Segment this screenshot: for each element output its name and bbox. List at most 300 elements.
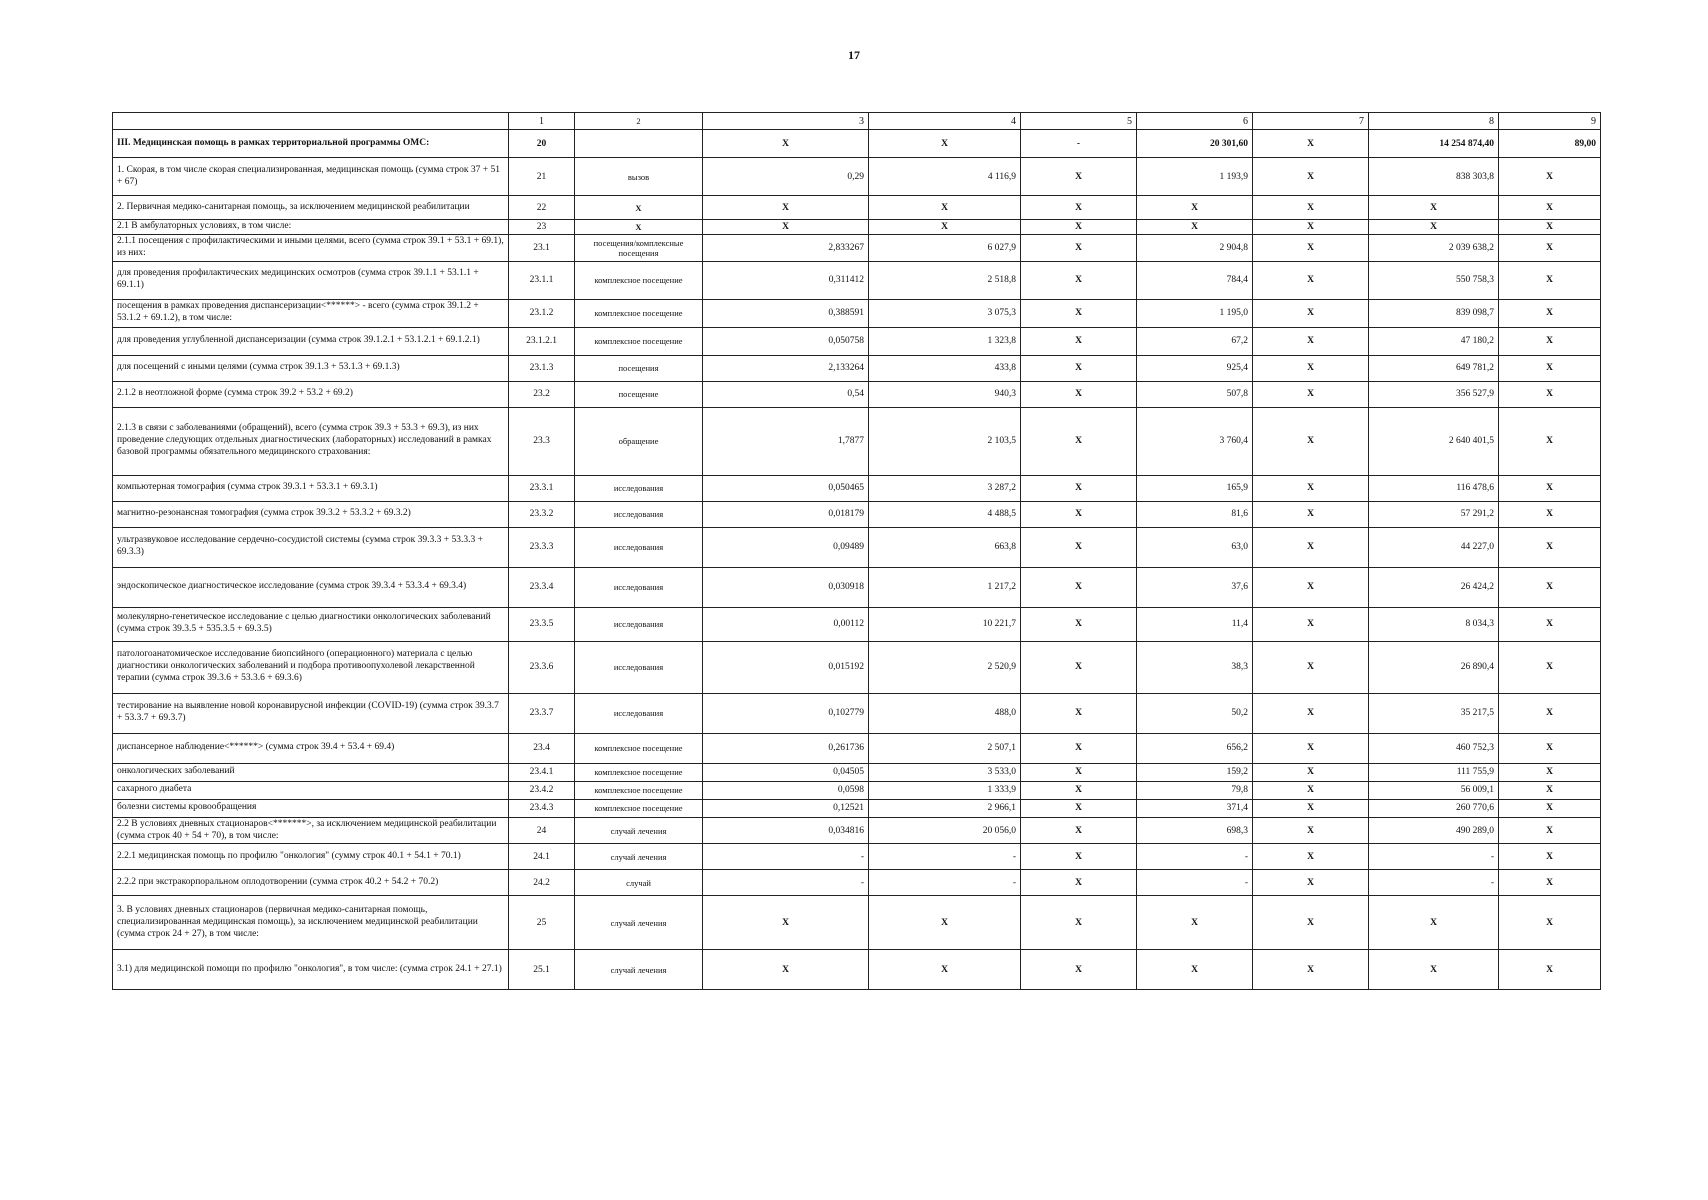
row-label: магнитно-резонансная томография (сумма строк 39.3.2 + 53.3.2 + 69.3.2) bbox=[113, 501, 509, 527]
table-cell: Х bbox=[1253, 896, 1369, 950]
table-cell: 11,4 bbox=[1137, 607, 1253, 641]
table-cell: исследования bbox=[575, 693, 703, 733]
table-cell: Х bbox=[1499, 234, 1601, 261]
table-cell: Х bbox=[1369, 196, 1499, 220]
table-cell: посещение bbox=[575, 381, 703, 407]
table-cell: 67,2 bbox=[1137, 327, 1253, 355]
table-cell: Х bbox=[1253, 501, 1369, 527]
table-cell: Х bbox=[1253, 327, 1369, 355]
table-cell: 784,4 bbox=[1137, 261, 1253, 299]
row-label: 2.1.1 посещения с профилактическими и иными целями, всего (сумма строк 39.1 + 53.1 + 69.1), из них: bbox=[113, 234, 509, 261]
table-cell: Х bbox=[1499, 817, 1601, 844]
table-cell: Х bbox=[1369, 950, 1499, 990]
table-cell: Х bbox=[1253, 234, 1369, 261]
table-cell: Х bbox=[1499, 220, 1601, 235]
table-cell: Х bbox=[1499, 950, 1601, 990]
table-cell: Х bbox=[1021, 693, 1137, 733]
table-row bbox=[113, 567, 1601, 607]
header-cell: 1 bbox=[509, 113, 575, 130]
table-cell: 2 103,5 bbox=[869, 407, 1021, 475]
row-label: для посещений с иными целями (сумма строк 39.1.3 + 53.1.3 + 69.1.3) bbox=[113, 355, 509, 381]
table-cell: Х bbox=[1499, 327, 1601, 355]
table-cell: 0,034816 bbox=[703, 817, 869, 844]
table-cell: случай лечения bbox=[575, 896, 703, 950]
table-cell: Х bbox=[1499, 896, 1601, 950]
table-cell: 21 bbox=[509, 158, 575, 196]
table-cell: Х bbox=[1137, 220, 1253, 235]
table-cell: комплексное посещение bbox=[575, 299, 703, 327]
header-cell: 7 bbox=[1253, 113, 1369, 130]
table-cell: 23.4.1 bbox=[509, 763, 575, 781]
table-cell: Х bbox=[1021, 844, 1137, 870]
table-cell: 2 904,8 bbox=[1137, 234, 1253, 261]
table-cell: Х bbox=[1499, 781, 1601, 799]
table-cell: Х bbox=[1499, 501, 1601, 527]
table-cell: Х bbox=[1253, 844, 1369, 870]
table-cell bbox=[575, 130, 703, 158]
table-row bbox=[113, 763, 1601, 781]
table-row bbox=[113, 641, 1601, 693]
table-cell: 20 056,0 bbox=[869, 817, 1021, 844]
row-label: 1. Скорая, в том числе скорая специализированная, медицинская помощь (сумма строк 37 + 51 + 67) bbox=[113, 158, 509, 196]
table-cell: Х bbox=[575, 196, 703, 220]
table-cell: Х bbox=[703, 130, 869, 158]
table-cell: Х bbox=[1253, 475, 1369, 501]
table-cell: Х bbox=[1499, 799, 1601, 817]
table-cell: случай лечения bbox=[575, 950, 703, 990]
table-cell: - bbox=[1137, 844, 1253, 870]
table-cell: Х bbox=[1253, 950, 1369, 990]
table-cell: 159,2 bbox=[1137, 763, 1253, 781]
table-cell: 56 009,1 bbox=[1369, 781, 1499, 799]
table-row bbox=[113, 781, 1601, 799]
table-cell: 698,3 bbox=[1137, 817, 1253, 844]
table-cell: Х bbox=[1253, 381, 1369, 407]
page-number: 17 bbox=[848, 48, 860, 62]
table-cell: 20 301,60 bbox=[1137, 130, 1253, 158]
table-cell: 79,8 bbox=[1137, 781, 1253, 799]
table-cell: 2 520,9 bbox=[869, 641, 1021, 693]
table-cell: 2 640 401,5 bbox=[1369, 407, 1499, 475]
table-cell: 23.3.6 bbox=[509, 641, 575, 693]
table-cell: 656,2 bbox=[1137, 733, 1253, 763]
table-cell: Х bbox=[1253, 733, 1369, 763]
table-cell: Х bbox=[703, 896, 869, 950]
table-cell: Х bbox=[869, 950, 1021, 990]
table-cell: Х bbox=[1021, 950, 1137, 990]
table-row bbox=[113, 799, 1601, 817]
table-cell: 23.1.2.1 bbox=[509, 327, 575, 355]
table-cell: 0,04505 bbox=[703, 763, 869, 781]
table-cell: Х bbox=[1253, 817, 1369, 844]
table-cell: Х bbox=[1369, 896, 1499, 950]
table-cell: Х bbox=[1499, 567, 1601, 607]
table-cell: 23.1.3 bbox=[509, 355, 575, 381]
table-cell: посещения/комплексные посещения bbox=[575, 234, 703, 261]
table-cell: посещения bbox=[575, 355, 703, 381]
table-cell: 839 098,7 bbox=[1369, 299, 1499, 327]
table-cell: Х bbox=[1253, 299, 1369, 327]
table-cell: 2,833267 bbox=[703, 234, 869, 261]
table-cell: Х bbox=[1499, 475, 1601, 501]
table-cell: Х bbox=[1021, 781, 1137, 799]
table-cell: 0,388591 bbox=[703, 299, 869, 327]
table-cell: Х bbox=[1137, 196, 1253, 220]
table-row bbox=[113, 607, 1601, 641]
table-cell: - bbox=[869, 844, 1021, 870]
table-cell: 488,0 bbox=[869, 693, 1021, 733]
table-cell: 3 287,2 bbox=[869, 475, 1021, 501]
table-cell: Х bbox=[1499, 844, 1601, 870]
table-cell: Х bbox=[1021, 799, 1137, 817]
table-cell: 26 890,4 bbox=[1369, 641, 1499, 693]
table-cell: Х bbox=[1021, 381, 1137, 407]
table-cell: 89,00 bbox=[1499, 130, 1601, 158]
table-row bbox=[113, 733, 1601, 763]
table-cell: - bbox=[1021, 130, 1137, 158]
table-cell: Х bbox=[1253, 870, 1369, 896]
table-cell: Х bbox=[1253, 607, 1369, 641]
table-row bbox=[113, 817, 1601, 844]
header-cell: 2 bbox=[575, 113, 703, 130]
table-cell: Х bbox=[1253, 355, 1369, 381]
table-row bbox=[113, 844, 1601, 870]
table-cell: Х bbox=[1021, 733, 1137, 763]
table-cell: 23.1 bbox=[509, 234, 575, 261]
table-cell: 23.4 bbox=[509, 733, 575, 763]
table-cell: 3 075,3 bbox=[869, 299, 1021, 327]
table-cell: Х bbox=[1021, 327, 1137, 355]
table-cell: 433,8 bbox=[869, 355, 1021, 381]
table-cell: 25 bbox=[509, 896, 575, 950]
table-cell: 356 527,9 bbox=[1369, 381, 1499, 407]
header-cell bbox=[113, 113, 509, 130]
table-cell: 0,0598 bbox=[703, 781, 869, 799]
table-cell: - bbox=[703, 870, 869, 896]
table-cell: 47 180,2 bbox=[1369, 327, 1499, 355]
table-cell: Х bbox=[1137, 896, 1253, 950]
row-label: тестирование на выявление новой коронавирусной инфекции (COVID-19) (сумма строк 39.3.7 + 53.3.7 + 69.3.7) bbox=[113, 693, 509, 733]
row-label: ультразвуковое исследование сердечно-сосудистой системы (сумма строк 39.3.3 + 53.3.3 + 69.3.3) bbox=[113, 527, 509, 567]
row-label: 2.2 В условиях дневных стационаров<*******>, за исключением медицинской реабилитации (сумма строк 40 + 54 + 70), в том числе: bbox=[113, 817, 509, 844]
table-cell: 371,4 bbox=[1137, 799, 1253, 817]
table-cell: Х bbox=[1253, 567, 1369, 607]
table-cell: Х bbox=[1499, 407, 1601, 475]
table-row bbox=[113, 327, 1601, 355]
table-cell: Х bbox=[1499, 527, 1601, 567]
table-cell: Х bbox=[1021, 607, 1137, 641]
table-cell: 0,018179 bbox=[703, 501, 869, 527]
table-cell: 57 291,2 bbox=[1369, 501, 1499, 527]
table-cell: комплексное посещение bbox=[575, 799, 703, 817]
table-cell: 23.3 bbox=[509, 407, 575, 475]
table-cell: 0,09489 bbox=[703, 527, 869, 567]
table-cell: 1,7877 bbox=[703, 407, 869, 475]
table-cell: комплексное посещение bbox=[575, 763, 703, 781]
table-cell: Х bbox=[1253, 763, 1369, 781]
table-cell: 663,8 bbox=[869, 527, 1021, 567]
table-cell: 4 116,9 bbox=[869, 158, 1021, 196]
table-cell: 4 488,5 bbox=[869, 501, 1021, 527]
row-label: для проведения профилактических медицинских осмотров (сумма строк 39.1.1 + 53.1.1 + 69.1.1) bbox=[113, 261, 509, 299]
table-cell: 0,261736 bbox=[703, 733, 869, 763]
table-cell: 23.4.3 bbox=[509, 799, 575, 817]
table-cell: - bbox=[1369, 844, 1499, 870]
table-cell: 0,311412 bbox=[703, 261, 869, 299]
table-cell: Х bbox=[1253, 261, 1369, 299]
table-cell: Х bbox=[1021, 196, 1137, 220]
table-cell: Х bbox=[1499, 763, 1601, 781]
row-label: онкологических заболеваний bbox=[113, 763, 509, 781]
table-cell: Х bbox=[1021, 501, 1137, 527]
table-cell: 23.3.3 bbox=[509, 527, 575, 567]
table-cell: 22 bbox=[509, 196, 575, 220]
table-row bbox=[113, 381, 1601, 407]
table-cell: Х bbox=[703, 220, 869, 235]
table-cell: случай лечения bbox=[575, 844, 703, 870]
header-cell: 6 bbox=[1137, 113, 1253, 130]
table-cell: 81,6 bbox=[1137, 501, 1253, 527]
row-label: 2.1.2 в неотложной форме (сумма строк 39.2 + 53.2 + 69.2) bbox=[113, 381, 509, 407]
table-cell: 3 533,0 bbox=[869, 763, 1021, 781]
table-cell: Х bbox=[1499, 261, 1601, 299]
table-cell: исследования bbox=[575, 607, 703, 641]
table-cell: 2 518,8 bbox=[869, 261, 1021, 299]
table-cell: Х bbox=[1253, 693, 1369, 733]
table-cell: Х bbox=[1253, 799, 1369, 817]
table-cell: Х bbox=[1499, 299, 1601, 327]
table-cell: Х bbox=[1021, 261, 1137, 299]
table-cell: исследования bbox=[575, 567, 703, 607]
table-cell: 14 254 874,40 bbox=[1369, 130, 1499, 158]
header-cell: 8 bbox=[1369, 113, 1499, 130]
table-row bbox=[113, 950, 1601, 990]
table-cell: вызов bbox=[575, 158, 703, 196]
row-label: 2. Первичная медико-санитарная помощь, за исключением медицинской реабилитации bbox=[113, 196, 509, 220]
table-cell: 2 507,1 bbox=[869, 733, 1021, 763]
table-cell: 1 333,9 bbox=[869, 781, 1021, 799]
table-cell: 6 027,9 bbox=[869, 234, 1021, 261]
table-cell: 490 289,0 bbox=[1369, 817, 1499, 844]
table-cell: Х bbox=[1499, 733, 1601, 763]
table-cell: Х bbox=[1021, 870, 1137, 896]
table-cell: 24.2 bbox=[509, 870, 575, 896]
table-cell: исследования bbox=[575, 641, 703, 693]
table-cell: Х bbox=[1021, 234, 1137, 261]
table-cell: Х bbox=[1253, 130, 1369, 158]
table-cell: 23.4.2 bbox=[509, 781, 575, 799]
table-cell: Х bbox=[1499, 355, 1601, 381]
table-cell: 0,030918 bbox=[703, 567, 869, 607]
table-cell: Х bbox=[575, 220, 703, 235]
table-cell: 1 323,8 bbox=[869, 327, 1021, 355]
table-cell: - bbox=[703, 844, 869, 870]
table-cell: 37,6 bbox=[1137, 567, 1253, 607]
table-cell: Х bbox=[1253, 781, 1369, 799]
table-cell: 0,00112 bbox=[703, 607, 869, 641]
table-cell: случай bbox=[575, 870, 703, 896]
table-cell: Х bbox=[1253, 407, 1369, 475]
table-cell: Х bbox=[1253, 527, 1369, 567]
table-cell: комплексное посещение bbox=[575, 261, 703, 299]
row-label: патологоанатомическое исследование биопсийного (операционного) материала с целью диагностики онкологических заболеваний и подбора противоопухолевой лекарственной терапии (сумма строк 39.3.6 + 53.3.6 + 69.3.6) bbox=[113, 641, 509, 693]
row-label: компьютерная томография (сумма строк 39.3.1 + 53.3.1 + 69.3.1) bbox=[113, 475, 509, 501]
table-cell: комплексное посещение bbox=[575, 327, 703, 355]
table-cell: 23.3.2 bbox=[509, 501, 575, 527]
table-cell: 23.3.4 bbox=[509, 567, 575, 607]
table-cell: комплексное посещение bbox=[575, 781, 703, 799]
table-cell: комплексное посещение bbox=[575, 733, 703, 763]
table-cell: 26 424,2 bbox=[1369, 567, 1499, 607]
table-cell: 0,015192 bbox=[703, 641, 869, 693]
table-cell: Х bbox=[1021, 158, 1137, 196]
row-label: диспансерное наблюдение<******> (сумма строк 39.4 + 53.4 + 69.4) bbox=[113, 733, 509, 763]
table-cell: Х bbox=[1021, 641, 1137, 693]
table-row bbox=[113, 870, 1601, 896]
table-cell: Х bbox=[703, 950, 869, 990]
table-cell: 2 966,1 bbox=[869, 799, 1021, 817]
table-cell: Х bbox=[703, 196, 869, 220]
row-label: эндоскопическое диагностическое исследование (сумма строк 39.3.4 + 53.3.4 + 69.3.4) bbox=[113, 567, 509, 607]
table-cell: 23.3.5 bbox=[509, 607, 575, 641]
table-cell: Х bbox=[1499, 641, 1601, 693]
table-row bbox=[113, 693, 1601, 733]
table-cell: 63,0 bbox=[1137, 527, 1253, 567]
table-cell: 25.1 bbox=[509, 950, 575, 990]
table-cell: 3 760,4 bbox=[1137, 407, 1253, 475]
table-cell: 44 227,0 bbox=[1369, 527, 1499, 567]
table-cell: 23 bbox=[509, 220, 575, 235]
table-cell: Х bbox=[1021, 475, 1137, 501]
table-cell: - bbox=[1369, 870, 1499, 896]
table-cell: Х bbox=[1253, 158, 1369, 196]
table-cell: исследования bbox=[575, 475, 703, 501]
table-cell: исследования bbox=[575, 527, 703, 567]
table-cell: 20 bbox=[509, 130, 575, 158]
table-row bbox=[113, 475, 1601, 501]
table-cell: 50,2 bbox=[1137, 693, 1253, 733]
table-cell: 550 758,3 bbox=[1369, 261, 1499, 299]
table-cell: 8 034,3 bbox=[1369, 607, 1499, 641]
header-cell: 4 bbox=[869, 113, 1021, 130]
table-cell: Х bbox=[1499, 158, 1601, 196]
row-label: 2.1 В амбулаторных условиях, в том числе: bbox=[113, 220, 509, 235]
row-label: 3. В условиях дневных стационаров (первичная медико-санитарная помощь, специализированная медицинская помощь), за исключением медицинской реабилитации (сумма строк 24 + 27), в том числе: bbox=[113, 896, 509, 950]
header-row bbox=[113, 113, 1601, 130]
table-cell: 2 039 638,2 bbox=[1369, 234, 1499, 261]
table-row bbox=[113, 355, 1601, 381]
table-cell: Х bbox=[1499, 870, 1601, 896]
row-label: 2.2.2 при экстракорпоральном оплодотворении (сумма строк 40.2 + 54.2 + 70.2) bbox=[113, 870, 509, 896]
table-cell: Х bbox=[869, 196, 1021, 220]
row-label: болезни системы кровообращения bbox=[113, 799, 509, 817]
table-cell: Х bbox=[869, 896, 1021, 950]
table-cell: 0,12521 bbox=[703, 799, 869, 817]
table-cell: 940,3 bbox=[869, 381, 1021, 407]
table-cell: Х bbox=[1021, 763, 1137, 781]
table-cell: исследования bbox=[575, 501, 703, 527]
table-cell: 838 303,8 bbox=[1369, 158, 1499, 196]
table-cell: 165,9 bbox=[1137, 475, 1253, 501]
header-cell: 9 bbox=[1499, 113, 1601, 130]
table-cell: Х bbox=[1369, 220, 1499, 235]
table-cell: Х bbox=[1499, 381, 1601, 407]
row-label: посещения в рамках проведения диспансеризации<******> - всего (сумма строк 39.1.2 + 53.1.2 + 69.1.2), в том числе: bbox=[113, 299, 509, 327]
table-cell: Х bbox=[1021, 355, 1137, 381]
table-cell: 0,050465 bbox=[703, 475, 869, 501]
table-cell: случай лечения bbox=[575, 817, 703, 844]
table-cell: обращение bbox=[575, 407, 703, 475]
table-row bbox=[113, 234, 1601, 261]
table-cell: 925,4 bbox=[1137, 355, 1253, 381]
table-cell: 23.3.7 bbox=[509, 693, 575, 733]
table-cell: 35 217,5 bbox=[1369, 693, 1499, 733]
row-label: III. Медицинская помощь в рамках территориальной программы ОМС: bbox=[113, 130, 509, 158]
table-cell: 260 770,6 bbox=[1369, 799, 1499, 817]
table-cell: - bbox=[1137, 870, 1253, 896]
table-row bbox=[113, 158, 1601, 196]
table-row bbox=[113, 896, 1601, 950]
table-row bbox=[113, 299, 1601, 327]
table-cell: Х bbox=[1253, 220, 1369, 235]
table-cell: 23.1.2 bbox=[509, 299, 575, 327]
table-cell: Х bbox=[1253, 196, 1369, 220]
table-cell: 1 195,0 bbox=[1137, 299, 1253, 327]
table-cell: 23.1.1 bbox=[509, 261, 575, 299]
table-cell: Х bbox=[1499, 196, 1601, 220]
table-cell: Х bbox=[1253, 641, 1369, 693]
table-cell: Х bbox=[1021, 896, 1137, 950]
table-cell: 23.3.1 bbox=[509, 475, 575, 501]
program-table bbox=[112, 112, 1601, 990]
table-row bbox=[113, 196, 1601, 220]
table-cell: 38,3 bbox=[1137, 641, 1253, 693]
table-cell: Х bbox=[1021, 567, 1137, 607]
row-label: 2.2.1 медицинская помощь по профилю "онкология" (сумму строк 40.1 + 54.1 + 70.1) bbox=[113, 844, 509, 870]
table-cell: 649 781,2 bbox=[1369, 355, 1499, 381]
table-cell: 1 193,9 bbox=[1137, 158, 1253, 196]
table-cell: 2,133264 bbox=[703, 355, 869, 381]
table-cell: 507,8 bbox=[1137, 381, 1253, 407]
table-cell: 116 478,6 bbox=[1369, 475, 1499, 501]
table-cell: Х bbox=[869, 220, 1021, 235]
table-cell: Х bbox=[1021, 527, 1137, 567]
table-row bbox=[113, 130, 1601, 158]
table-row bbox=[113, 527, 1601, 567]
table-cell: - bbox=[869, 870, 1021, 896]
table-cell: 111 755,9 bbox=[1369, 763, 1499, 781]
table-cell: Х bbox=[869, 130, 1021, 158]
table-cell: 10 221,7 bbox=[869, 607, 1021, 641]
table-cell: Х bbox=[1137, 950, 1253, 990]
table-cell: 0,29 bbox=[703, 158, 869, 196]
table-cell: Х bbox=[1021, 817, 1137, 844]
table-cell: 0,050758 bbox=[703, 327, 869, 355]
header-cell: 3 bbox=[703, 113, 869, 130]
table-cell: 0,102779 bbox=[703, 693, 869, 733]
table-row bbox=[113, 261, 1601, 299]
table-cell: Х bbox=[1499, 607, 1601, 641]
table-cell: Х bbox=[1021, 299, 1137, 327]
table-cell: 1 217,2 bbox=[869, 567, 1021, 607]
table-cell: Х bbox=[1021, 220, 1137, 235]
row-label: молекулярно-генетическое исследование с целью диагностики онкологических заболеваний (сумма строк 39.3.5 + 535.3.5 + 69.3.5) bbox=[113, 607, 509, 641]
table-cell: 24.1 bbox=[509, 844, 575, 870]
row-label: 2.1.3 в связи с заболеваниями (обращений), всего (сумма строк 39.3 + 53.3 + 69.3), из них проведение следующих отдельных диагностических (лабораторных) исследований в рамках базовой программы обязательного медицинского страхования: bbox=[113, 407, 509, 475]
table-cell: 460 752,3 bbox=[1369, 733, 1499, 763]
header-cell: 5 bbox=[1021, 113, 1137, 130]
row-label: для проведения углубленной диспансеризации (сумма строк 39.1.2.1 + 53.1.2.1 + 69.1.2.1) bbox=[113, 327, 509, 355]
